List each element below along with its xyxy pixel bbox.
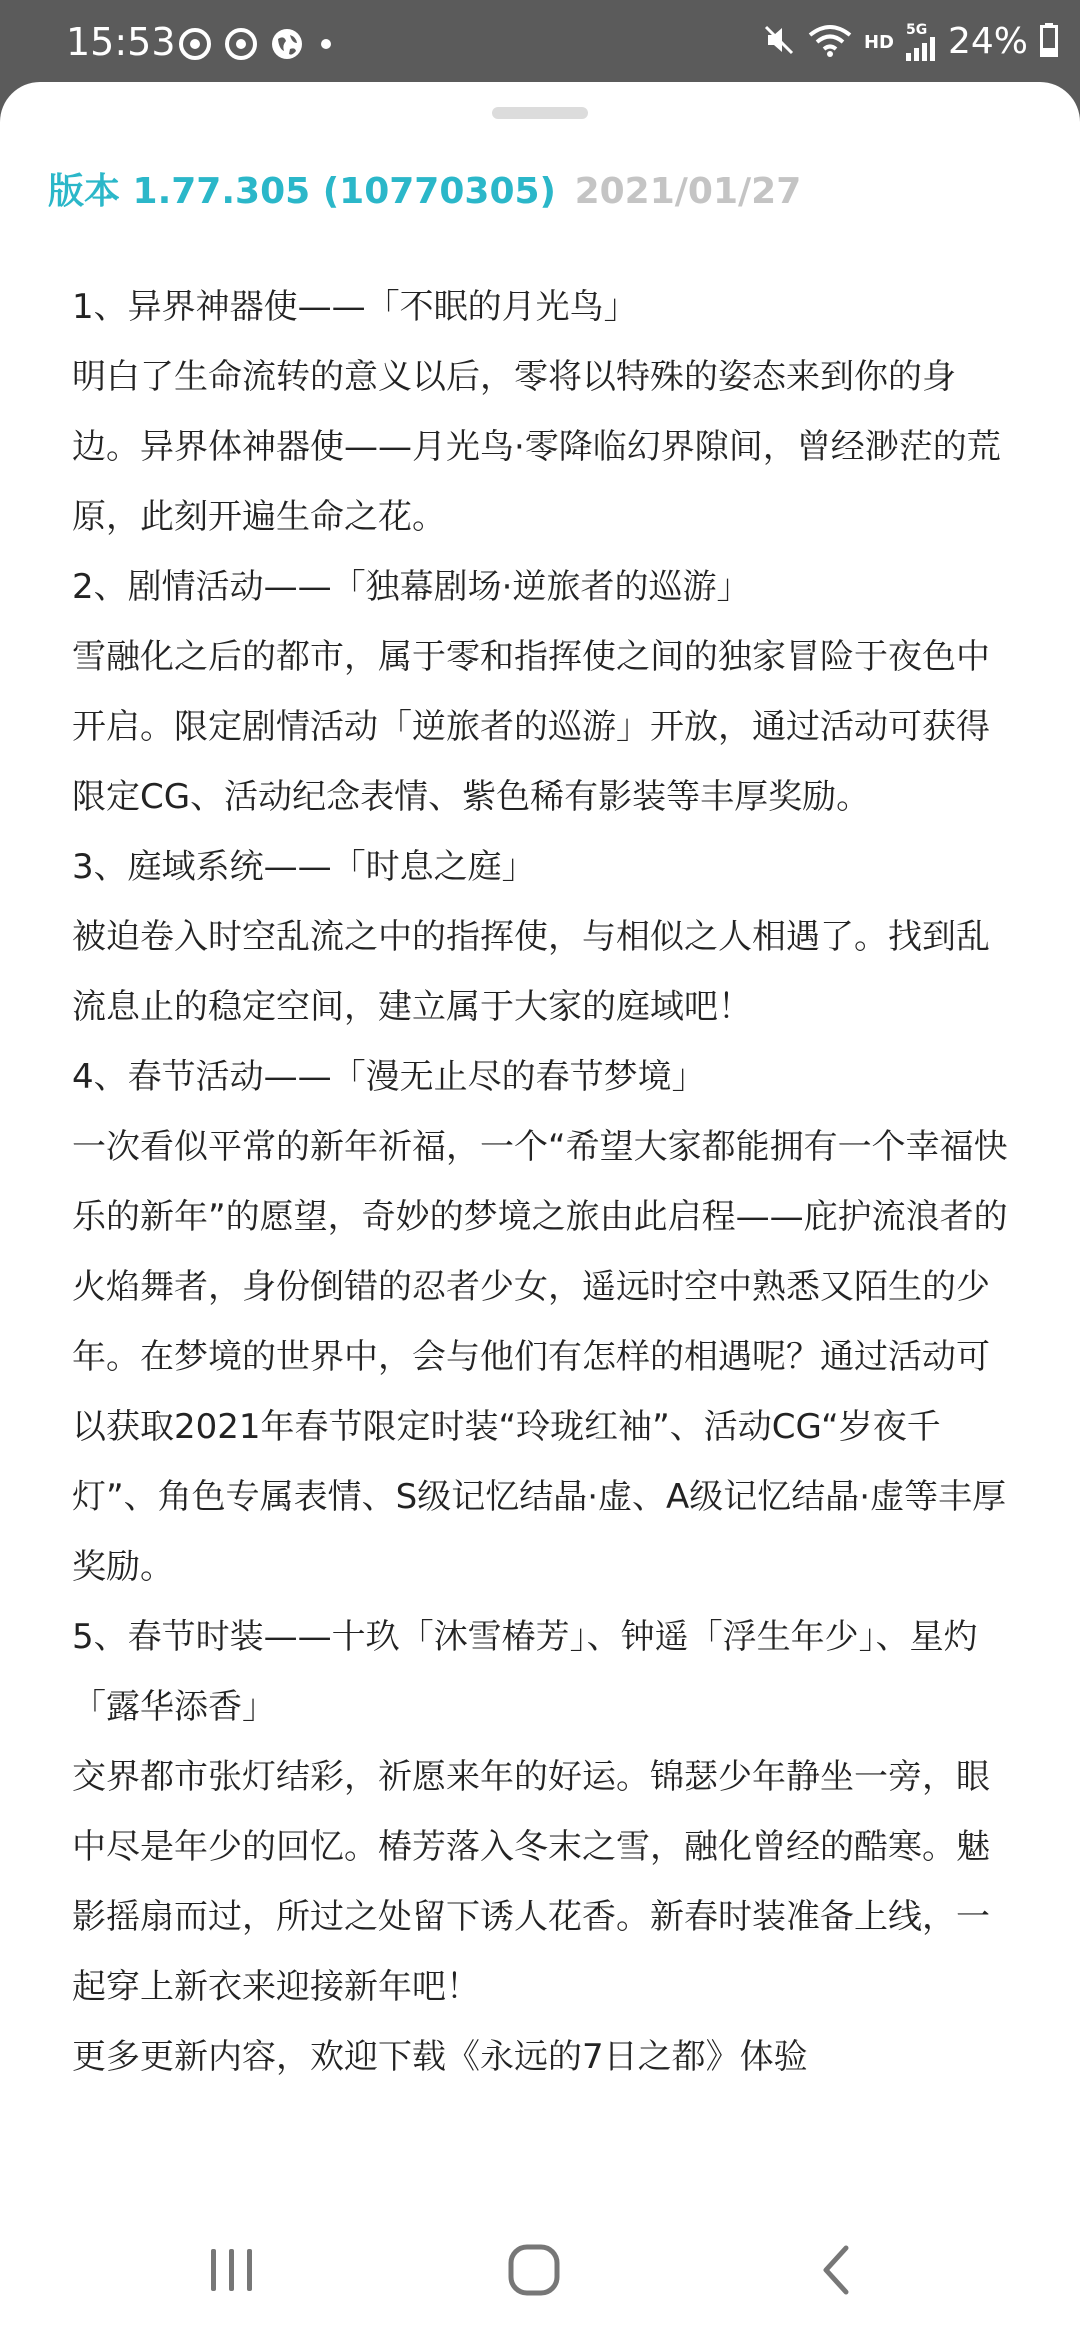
feature-description: 被迫卷入时空乱流之中的指挥使，与相似之人相遇了。找到乱流息止的稳定空间，建立属于大家的庭域吧！: [72, 917, 990, 1027]
hd-label: HD: [863, 31, 894, 53]
status-time: 15:53: [66, 20, 176, 64]
netease-icon: [224, 27, 258, 61]
status-bar: [0, 0, 1080, 80]
release-date: 2021/01/27: [574, 171, 802, 212]
netease-icon: [178, 27, 212, 61]
home-button[interactable]: [494, 2230, 574, 2310]
dot-icon: [316, 27, 336, 61]
status-left-icons: [178, 26, 336, 62]
closing-note: 更多更新内容，欢迎下载《永远的7日之都》体验: [72, 2037, 808, 2077]
feature-heading: 2、剧情活动——「独幕剧场·逆旅者的巡游」: [72, 567, 751, 607]
globe-icon: [270, 27, 304, 61]
recent-apps-button[interactable]: [192, 2230, 272, 2310]
mute-icon: [762, 23, 796, 61]
feature-heading: 4、春节活动——「漫无止尽的春节梦境」: [72, 1057, 706, 1097]
network-indicator: [906, 23, 936, 61]
changelog-content: [72, 272, 1012, 2092]
feature-heading: 3、庭域系统——「时息之庭」: [72, 847, 536, 887]
feature-description: 雪融化之后的都市，属于零和指挥使之间的独家冒险于夜色中开启。限定剧情活动「逆旅者的巡游」开放，通过活动可获得限定CG、活动纪念表情、紫色稀有影装等丰厚奖励。: [72, 637, 990, 817]
version-label: 版本 1.77.305 (10770305): [48, 171, 557, 212]
navigation-bar: [0, 2200, 1080, 2340]
battery-percent: 24%: [947, 21, 1028, 62]
feature-description: 交界都市张灯结彩，祈愿来年的好运。锦瑟少年静坐一旁，眼中尽是年少的回忆。椿芳落入冬末之雪，融化曾经的酷寒。魅影摇扇而过，所过之处留下诱人花香。新春时装准备上线，一起穿上新衣来迎接新年吧！: [72, 1757, 990, 2007]
version-line: [48, 167, 801, 217]
back-button[interactable]: [796, 2230, 876, 2310]
home-icon: [506, 2242, 562, 2298]
drag-handle[interactable]: [492, 107, 588, 119]
feature-description: 明白了生命流转的意义以后，零将以特殊的姿态来到你的身边。异界体神器使——月光鸟·零降临幻界隙间，曾经渺茫的荒原，此刻开遍生命之花。: [72, 357, 1001, 537]
feature-heading: 1、异界神器使——「不眠的月光鸟」: [72, 287, 638, 327]
changelog-sheet: [0, 82, 1080, 2340]
feature-description: 一次看似平常的新年祈福，一个“希望大家都能拥有一个幸福快乐的新年”的愿望，奇妙的梦境之旅由此启程——庇护流浪者的火焰舞者，身份倒错的忍者少女，遥远时空中熟悉又陌生的少年。在梦境的世界中，会与他们有怎样的相遇呢？通过活动可以获取2021年春节限定时装“玲珑红袖”、活动CG“岁夜千灯”、角色专属表情、S级记忆结晶·虚、A级记忆结晶·虚等丰厚奖励。: [72, 1127, 1008, 1587]
signal-icon: [906, 37, 936, 61]
status-right: [762, 20, 1058, 64]
network-label: 5G: [905, 22, 928, 38]
back-icon: [816, 2242, 856, 2298]
battery-icon: [1040, 23, 1058, 61]
wifi-icon: [808, 23, 852, 61]
feature-heading: 5、春节时装——十玖「沐雪椿芳」、钟遥「浮生年少」、星灼「露华添香」: [72, 1617, 978, 1727]
recent-apps-icon: [207, 2247, 257, 2293]
